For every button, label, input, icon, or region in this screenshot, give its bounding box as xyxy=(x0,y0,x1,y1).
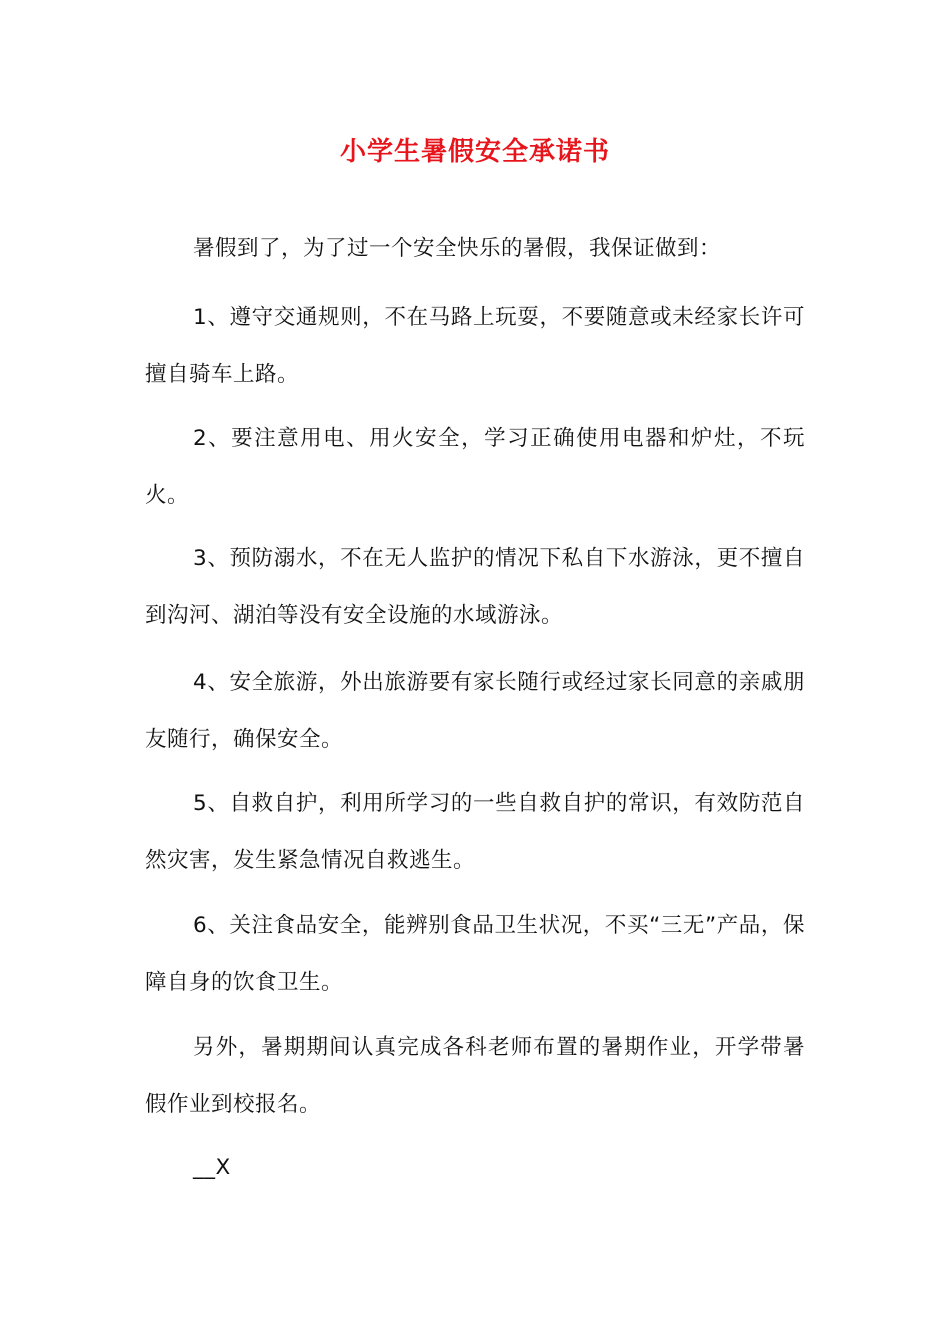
signature-line: __X xyxy=(193,1154,231,1180)
commitment-item-4: 4、安全旅游，外出旅游要有家长随行或经过家长同意的亲戚朋友随行，确保安全。 xyxy=(145,669,805,752)
commitment-item-3: 3、预防溺水，不在无人监护的情况下私自下水游泳，更不擅自到沟河、湖泊等没有安全设施的水域游泳。 xyxy=(145,545,805,628)
intro-paragraph: 暑假到了，为了过一个安全快乐的暑假，我保证做到： xyxy=(193,235,722,261)
commitment-item-2: 2、要注意用电、用火安全，学习正确使用电器和炉灶，不玩火。 xyxy=(145,425,805,508)
commitment-item-6: 6、关注食品安全，能辨别食品卫生状况，不买“三无”产品，保障自身的饮食卫生。 xyxy=(145,912,805,995)
extra-paragraph: 另外，暑期期间认真完成各科老师布置的暑期作业，开学带暑假作业到校报名。 xyxy=(145,1034,805,1117)
document-title: 小学生暑假安全承诺书 xyxy=(339,137,610,167)
commitment-item-1: 1、遵守交通规则，不在马路上玩耍，不要随意或未经家长许可擅自骑车上路。 xyxy=(145,304,805,387)
commitment-item-5: 5、自救自护，利用所学习的一些自救自护的常识，有效防范自然灾害，发生紧急情况自救逃生。 xyxy=(145,790,805,873)
